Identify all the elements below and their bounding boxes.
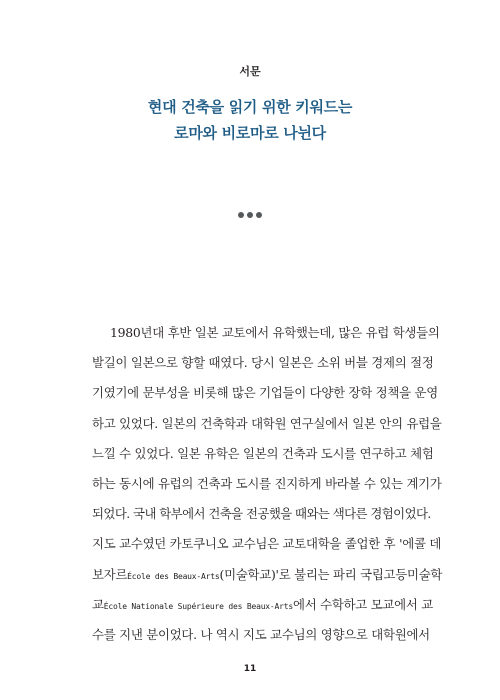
- line-9-suffix: (미술학교)'로 불리는 파리 국립고등미술학: [219, 566, 443, 582]
- school-full-name-french: École Nationale Supérieure des Beaux-Arts: [103, 601, 294, 611]
- paragraph-line-2: 발길이 일본으로 향할 때였다. 당시 일본은 소위 버블 경제의 절정: [92, 355, 434, 371]
- paragraph-line-3: 기였기에 문부성을 비롯해 많은 기업들이 다양한 장학 정책을 운영: [92, 385, 438, 401]
- paragraph-line-8: 지도 교수였던 카토쿠니오 교수님은 교토대학을 졸업한 후 '에콜 데: [92, 536, 442, 552]
- line-10-prefix: 교: [92, 596, 104, 612]
- line-10-suffix: 에서 수학하고 모교에서 교: [293, 596, 433, 612]
- dot-icon: [256, 212, 262, 218]
- paragraph-line-7: 되었다. 국내 학부에서 건축을 전공했을 때와는 색다른 경험이었다.: [92, 506, 431, 522]
- dot-icon: [238, 212, 244, 218]
- section-label: 서문: [239, 65, 261, 78]
- three-dots-separator-icon: [0, 212, 500, 218]
- chapter-title-line-1: 현대 건축을 읽기 위한 키워드는: [147, 98, 353, 116]
- paragraph-line-5: 느낄 수 있었다. 일본 유학은 일본의 건축과 도시를 연구하고 체험: [92, 445, 434, 461]
- school-name-french: École des Beaux-Arts: [127, 571, 220, 581]
- paragraph-line-10: [92, 590, 433, 620]
- paragraph-line-6: 하는 동시에 유럽의 건축과 도시를 진지하게 바라볼 수 있는 계기가: [92, 475, 442, 491]
- paragraph-line-4: 하고 있었다. 일본의 건축학과 대학원 연구실에서 일본 안의 유럽을: [92, 415, 442, 431]
- paragraph-line-9: [92, 560, 443, 590]
- paragraph-line-11: 수를 지낸 분이었다. 나 역시 지도 교수님의 영향으로 대학원에서: [92, 626, 430, 642]
- page-number: 11: [243, 664, 257, 674]
- dot-icon: [247, 212, 253, 218]
- body-paragraph: [92, 318, 443, 650]
- paragraph-line-1: 1980년대 후반 일본 교토에서 유학했는데, 많은 유럽 학생들의: [110, 325, 440, 340]
- line-9-prefix: 보자르: [92, 566, 128, 582]
- chapter-title-line-2: 로마와 비로마로 나뉜다: [174, 124, 326, 142]
